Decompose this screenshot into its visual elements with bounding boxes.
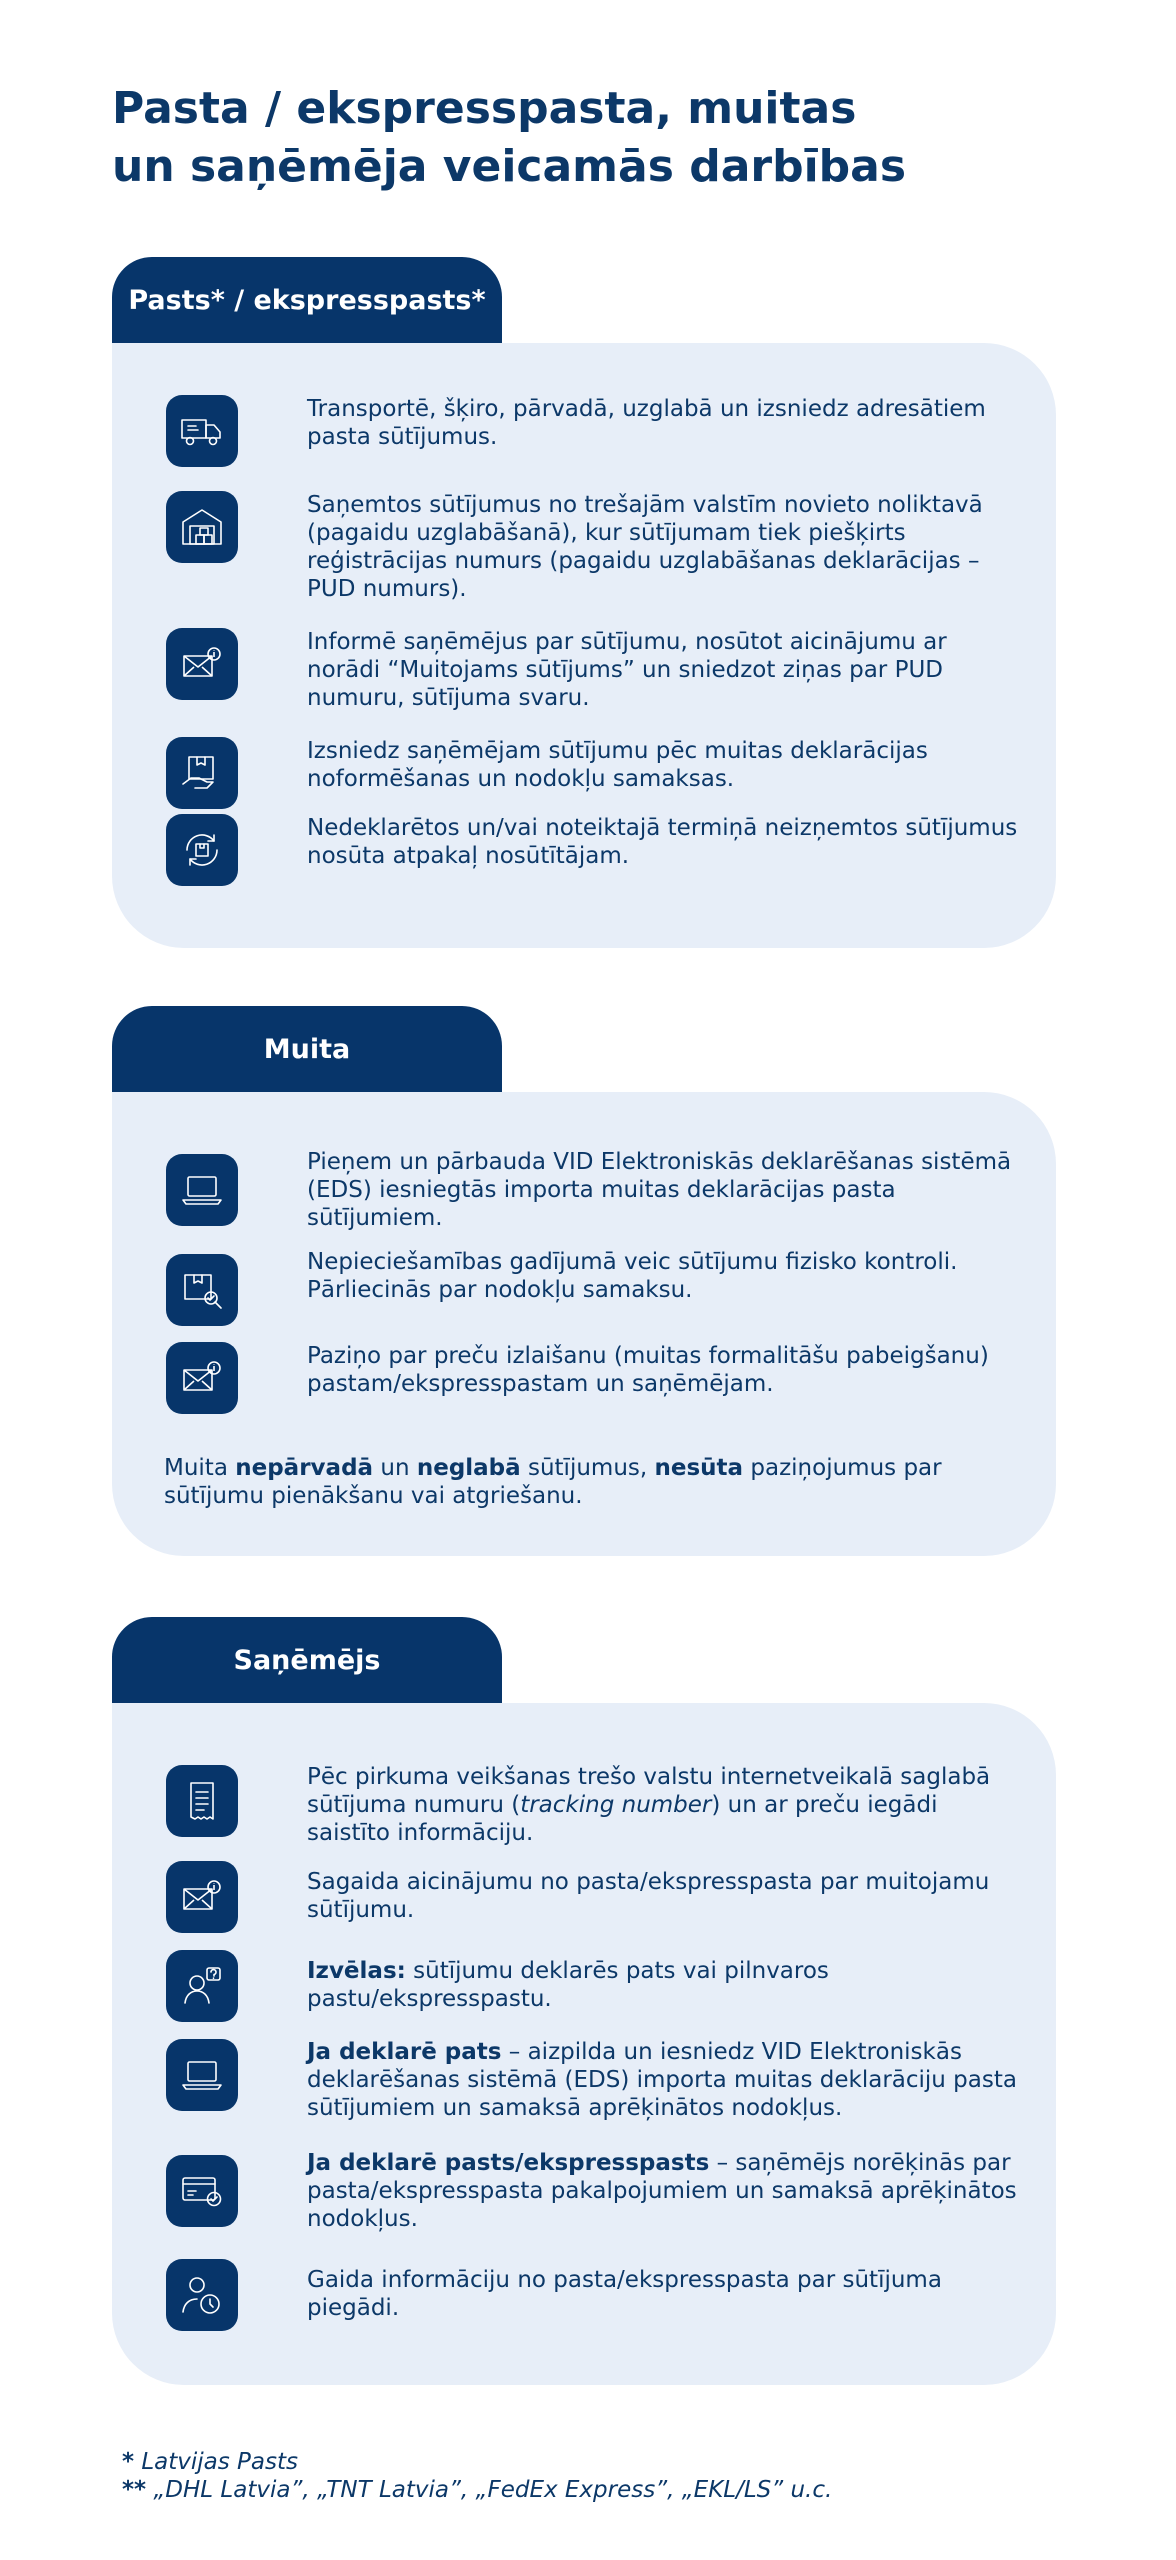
item-text: Nepieciešamības gadījumā veic sūtījumu fizisko kontroli. Pārliecinās par nodokļu samaksu.: [307, 1249, 958, 1303]
item-text: Saņemtos sūtījumus no trešajām valstīm novieto noliktavā (pagaidu uzglabāšanā), kur sūtījumam tiek piešķirts reģistrācijas numurs (pagaidu uzglabāšanas deklarācijas – PUD numurs).: [307, 492, 983, 602]
footnote-text: „DHL Latvia”, „TNT Latvia”, „FedEx Express”, „EKL/LS” u.c.: [153, 2477, 833, 2503]
item-text-italic: tracking number: [520, 1792, 712, 1818]
note-text: paziņojumus par sūtījumu pienākšanu vai atgriešanu.: [164, 1455, 942, 1509]
return-package-icon: [166, 814, 238, 886]
footnote-1: [122, 2448, 832, 2476]
item-text: Sagaida aicinājumu no pasta/ekspresspasta par muitojamu sūtījumu.: [307, 1869, 990, 1923]
delivery-truck-icon: [166, 395, 238, 467]
post-section-tab: [112, 257, 502, 343]
package-handover-icon: [166, 737, 238, 809]
footnote-text: Latvijas Pasts: [141, 2449, 298, 2475]
item-text: Transportē, šķiro, pārvadā, uzglabā un izsniedz adresātiem pasta sūtījumus.: [307, 396, 986, 450]
item-text: [307, 1957, 1027, 2013]
note-text: sūtījumus,: [520, 1455, 655, 1481]
item-text-part: Pēc pirkuma veikšanas trešo valstu internetveikalā saglabā sūtījuma numuru (: [307, 1764, 991, 1818]
package-inspect-icon: [166, 1254, 238, 1326]
post-tab-label: Pasts* / ekspresspasts*: [128, 284, 486, 316]
laptop-icon: [166, 2039, 238, 2111]
item-text: Informē saņēmējus par sūtījumu, nosūtot aicinājumu ar norādi “Muitojams sūtījums” un sniedzot ziņas par PUD numuru, sūtījuma svaru.: [307, 629, 947, 711]
customs-section-panel: [112, 1092, 1056, 1556]
item-text-part: sūtījumu deklarēs pats vai pilnvaros pastu/ekspresspastu.: [307, 1958, 829, 2012]
item-text-part: – saņēmējs norēķinās par pasta/ekspresspasta pakalpojumiem un samaksā aprēķinātos nodokļus.: [307, 2150, 1017, 2232]
note-bold: nesūta: [654, 1455, 744, 1481]
receipt-icon: [166, 1765, 238, 1837]
recipient-tab-label: Saņēmējs: [233, 1644, 381, 1676]
recipient-section-tab: [112, 1617, 502, 1703]
page-title: [112, 80, 906, 196]
title-line-2: un saņēmēja veicamās darbības: [112, 141, 907, 192]
note-text: Muita: [164, 1455, 236, 1481]
payment-card-icon: [166, 2155, 238, 2227]
mail-info-icon: [166, 1342, 238, 1414]
item-text: [307, 1763, 1027, 1847]
person-question-icon: [166, 1950, 238, 2022]
item-text: [307, 2149, 1027, 2233]
laptop-icon: [166, 1154, 238, 1226]
item-text-part: ) un ar preču iegādi saistīto informāciju.: [307, 1792, 938, 1846]
customs-section-tab: [112, 1006, 502, 1092]
footnote-marker: *: [122, 2449, 135, 2475]
item-text: Pieņem un pārbauda VID Elektroniskās deklarēšanas sistēmā (EDS) iesniegtās importa muitas deklarācijas pasta sūtījumiem.: [307, 1149, 1012, 1231]
mail-info-icon: [166, 1861, 238, 1933]
recipient-section-panel: [112, 1703, 1056, 2385]
item-text: Gaida informāciju no pasta/ekspresspasta par sūtījuma piegādi.: [307, 2267, 942, 2321]
item-text: Nedeklarētos un/vai noteiktajā termiņā neizņemtos sūtījumus nosūta atpakaļ nosūtītājam.: [307, 815, 1018, 869]
note-bold: nepārvadā: [235, 1455, 374, 1481]
note-bold: neglabā: [416, 1455, 521, 1481]
customs-tab-label: Muita: [263, 1033, 351, 1065]
item-text: Izsniedz saņēmējam sūtījumu pēc muitas deklarācijas noformēšanas un nodokļu samaksas.: [307, 738, 928, 792]
post-section-panel: [112, 343, 1056, 948]
item-text: Paziņo par preču izlaišanu (muitas formalitāšu pabeigšanu) pastam/ekspresspastam un saņēmējam.: [307, 1343, 989, 1397]
item-text-bold: Ja deklarē pasts/ekspresspasts: [307, 2150, 710, 2176]
footnotes: [122, 2448, 832, 2504]
title-line-1: Pasta / ekspresspasta, muitas: [112, 83, 857, 134]
person-clock-icon: [166, 2259, 238, 2331]
footnote-marker: **: [122, 2477, 147, 2503]
footnote-2: [122, 2476, 832, 2504]
mail-info-icon: [166, 628, 238, 700]
note-text: un: [373, 1455, 417, 1481]
item-text-bold: Izvēlas:: [307, 1958, 406, 1984]
item-text-part: – aizpilda un iesniedz VID Elektroniskās deklarēšanas sistēmā (EDS) importa muitas deklarāciju pasta sūtījumiem un samaksā aprēķinātos nodokļus.: [307, 2039, 1017, 2121]
item-text-bold: Ja deklarē pats: [307, 2039, 502, 2065]
item-text: [307, 2038, 1027, 2122]
customs-note: [164, 1454, 1024, 1510]
warehouse-icon: [166, 491, 238, 563]
